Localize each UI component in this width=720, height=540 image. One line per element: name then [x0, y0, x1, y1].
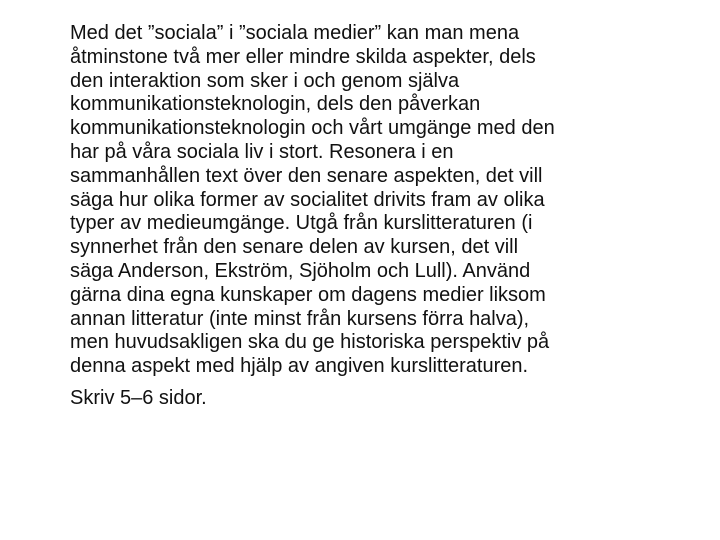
text-line: åtminstone två mer eller mindre skilda aspekter, dels [70, 45, 536, 68]
text-line: har på våra sociala liv i stort. Resonera i en [70, 140, 454, 163]
paragraph-page-count [70, 387, 710, 411]
text-line: Skriv 5–6 sidor. [70, 386, 207, 409]
text-line: kommunikationsteknologin och vårt umgänge med den [70, 117, 555, 140]
text-line: typer av medieumgänge. Utgå från kurslitteraturen (i [70, 212, 533, 235]
text-line: den interaktion som sker i och genom själva [70, 69, 460, 92]
paragraph-instructions [70, 22, 710, 379]
text-line: säga Anderson, Ekström, Sjöholm och Lull). Använd [70, 259, 531, 282]
text-line: men huvudsakligen ska du ge historiska perspektiv på [70, 331, 550, 354]
assignment-text [70, 22, 710, 411]
text-line: säga hur olika former av socialitet drivits fram av olika [70, 188, 545, 211]
text-line: annan litteratur (inte minst från kursens förra halva), [70, 307, 530, 330]
text-line: kommunikationsteknologin, dels den påverkan [70, 93, 481, 116]
text-line: gärna dina egna kunskaper om dagens medier liksom [70, 283, 546, 306]
text-line: Med det ”sociala” i ”sociala medier” kan man mena [70, 22, 520, 44]
text-line: sammanhållen text över den senare aspekten, det vill [70, 164, 543, 187]
text-line: synnerhet från den senare delen av kursen, det vill [70, 236, 519, 259]
text-line: denna aspekt med hjälp av angiven kurslitteraturen. [70, 355, 529, 378]
